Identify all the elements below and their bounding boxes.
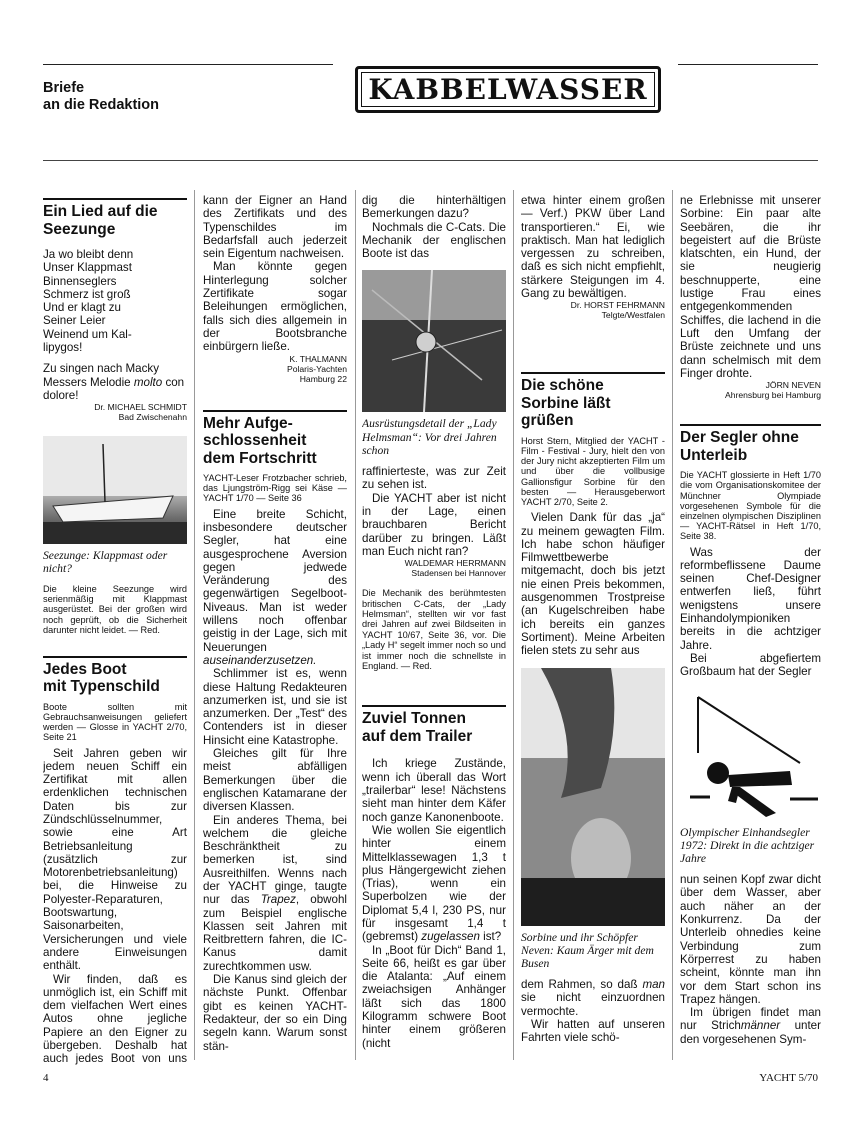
figurehead-illustration	[521, 668, 665, 926]
poem-line: Und er klagt zu	[43, 301, 121, 315]
body-paragraph: nun seinen Kopf zwar dicht über dem Wasser, aber auch näher an der Konkurrenz. Da der Unterleib ohnedies keine Verbindung zum Körperrest zu haben scheint, könnte man ihn vor dem Start schon ins Trapez hängen.	[680, 873, 821, 1006]
body-paragraph: Wir hatten auf unseren Fahrten viele schö-	[521, 1018, 665, 1045]
column-divider	[194, 190, 195, 1060]
poem-line: Unser Klappmast	[43, 261, 132, 275]
text-run: con dolore!	[43, 375, 185, 402]
symbol-caption: Olympischer Einhandsegler 1972: Direkt in die achtziger Jahre	[680, 825, 815, 865]
headline-line: auf dem Trailer	[362, 727, 473, 745]
signature	[680, 380, 821, 400]
text-run: ist?	[479, 930, 502, 944]
body-paragraph: etwa hinter einem großen — Verf.) PKW über Land transportieren.“ Ei, wie praktisch. Man hat lediglich vergessen zu schreiben, daß es sich nicht empfiehlt, stärkere Steigungen im 4. Gang zu bewältigen.	[521, 194, 665, 301]
headline-line: dem Fortschritt	[203, 449, 317, 467]
photo-sorbine	[521, 668, 665, 926]
section-title	[43, 80, 159, 114]
headline-line: schlossenheit	[203, 432, 307, 450]
body-paragraph: Vielen Dank für das „ja“ zu meinem gewagten Film. Ich habe schon häufiger Filmwettbewerbe mitgemacht, doch bis jetzt nie einen Preis bekommen, ausgenommen Trostpreise (an Kugelschreiben habe ich bereits ein ganzes Sortiment). Meine Arbeiten fielen stets zu sehr aus	[521, 511, 665, 658]
signature	[43, 402, 187, 422]
signature-name: Dr. MICHAEL SCHMIDT	[94, 402, 187, 413]
text-run: Wie wollen Sie eigentlich hinter einem Mittelklassewagen 1,3 t plus Hängergewicht ziehen (Trias), wenn ein Superbolzen wie der Diplomat 5,4 l, 230 PS, nur für insgesamt 1,4 t (gebremst)	[362, 823, 506, 944]
body-paragraph: ne Erlebnisse mit unserer Sorbine: Ein paar alte Seebären, die ihr begeistert auf die Brüste klatschten, ein Hund, der sie neugierig beschnupperte, eine lustige Frau eines entgegenkommenden Schiffes, die lachend in die Luft den Umfang der Brüste zeichnete und uns dann schelmisch mit dem Finger drohte.	[680, 194, 821, 380]
poem-line: lipygos!	[43, 341, 83, 355]
headline-line: grüßen	[521, 412, 574, 430]
body-paragraph: In „Boot für Dich“ Band 1, Seite 66, heißt es gar über die Atalanta: „Auf einem zweiachsigen Anhänger läßt sich das 1800 Kilogramm schwere Boot hinter einem größeren (nicht	[362, 943, 506, 1050]
signature-place: Ahrensburg bei Hamburg	[724, 390, 821, 401]
body-paragraph: Gleiches gilt für Ihre meist abfälligen Bemerkungen über die englischen Katamarane der diversen Klassen.	[203, 747, 347, 814]
text-run: sie nicht einzuordnen vermochte.	[521, 991, 665, 1018]
photo-caption: Seezunge: Klappmast oder nicht?	[43, 549, 168, 576]
body-paragraph: Man könnte gegen Hinterlegung solcher Zertifikate sogar Beleihungen ermöglichen, falls sich dies allgemein in der Bootsbranche einbürgern ließe.	[203, 260, 347, 354]
text-run: , obwohl zum Beispiel englische Klassen seit Jahren mit Reitbrettern fahren, die IC-Kanus damit zurechtkommen usw.	[203, 893, 347, 973]
poem-line: Weinend um Kal-	[43, 327, 132, 341]
headline-line: Unterleib	[680, 446, 748, 464]
logo-frame	[361, 72, 655, 107]
kabbelwasser-logo	[355, 66, 661, 113]
body-paragraph: dig die hinterhältigen Bemerkungen dazu?	[362, 194, 506, 221]
headline-line: Der Segler ohne	[680, 429, 799, 447]
rigging-illustration	[362, 270, 506, 412]
body-paragraph	[203, 508, 347, 668]
issue-label: YACHT 5/70	[759, 1072, 818, 1084]
page-number: 4	[43, 1072, 49, 1084]
poem-line: Ja wo bleibt denn	[43, 248, 134, 261]
text-run-italic: männer	[740, 1019, 781, 1033]
poem-line: Binnenseglers	[43, 274, 117, 288]
text-run-italic: Trapez	[260, 893, 296, 907]
headline-jedes-boot	[43, 656, 187, 696]
headline-line: Sorbine läßt	[521, 394, 611, 412]
signature-place: Hamburg 22	[299, 373, 347, 384]
top-rule-right	[678, 64, 818, 65]
body-paragraph: kann der Eigner an Hand des Zertifikats und des Typenschildes im Bedarfsfall auch jederzeit sein Eigentum nachweisen.	[203, 194, 347, 261]
body-paragraph: raffinierteste, was zur Zeit zu sehen ist.	[362, 465, 506, 492]
poem	[43, 248, 187, 354]
body-paragraph: Seit Jahren geben wir jedem neuen Schiff ein Zertifikat mit allen erdenklichen technischen Daten bis zur Zündschlüsselnummer, sowie eine Art Betriebsanleitung (zusätzlich zur Motorenbetriebsanleitung) bei, die Hinweise zu Polyester-Reparaturen, Bootswartung, Saisonarbeiten, Versicherungen und viele andere Einweisungen enthält.	[43, 746, 187, 973]
signature	[362, 558, 506, 578]
text-run: Eine breite Schicht, insbesondere deutscher Segler, hat eine ausgesprochene Aversion gegen jedwede Veränderung des gegenwärtigen Segelboot-Niveaus. Man ist weder willens noch offenbar geistig in der Lage, sich mit Neuerungen	[203, 507, 347, 654]
body-paragraph	[362, 824, 506, 944]
lead-text: Horst Stern, Mitglied der YACHT - Film - Festival - Jury, hielt den von der Jury nicht akzeptierten Film um und über die vollbusige Gallionsfigur Sorbine für den besten — Herausgeberwort YACHT 2/70, Seite 2.	[521, 435, 665, 508]
body-paragraph: Nochmals die C-Cats. Die Mechanik der englischen Boote ist das	[362, 220, 506, 261]
signature-name: Dr. HORST FEHRMANN	[570, 300, 665, 311]
headline-line: Jedes Boot	[43, 660, 127, 678]
olympic-sailing-symbol	[680, 693, 821, 821]
signature-name: K. THALMANN	[289, 353, 347, 364]
poem-line: Seiner Leier	[43, 314, 106, 328]
text-run-italic: man	[642, 978, 665, 992]
signature-place: Bad Zwischenahn	[118, 412, 187, 423]
text-run: Zu singen nach Macky Messers Melodie	[43, 362, 159, 389]
headline-line: Seezunge	[43, 220, 116, 238]
signature-name: WALDEMAR HERRMANN	[404, 558, 506, 569]
body-paragraph: Wir finden, daß es unmöglich ist, ein Schiff mit dem vielfachen Wert eines Autos ohne jegliche Papiere an den Eigner zu übergeben. Deshalb hat auch jedes Boot von uns	[43, 972, 187, 1066]
column-3	[362, 194, 506, 1066]
section-title-line1: Briefe	[43, 80, 85, 96]
photo-caption: Sorbine und ihr Schöpfer Neven: Kaum Ärger mit dem Busen	[521, 930, 654, 970]
column-5	[680, 194, 821, 1066]
body-paragraph: Schlimmer ist es, wenn diese Haltung Redakteuren anzumerken ist, und sie ist anzumerken. Der „Test“ des Contenders ist in dieser Hinsicht eine Katastrophe.	[203, 667, 347, 747]
column-divider	[355, 190, 356, 1060]
signature-place: Telgte/Westfalen	[601, 310, 665, 321]
headline-line: Ein Lied auf die	[43, 203, 158, 220]
text-run: Ein anderes Thema, bei welchem die gleiche Beschränktheit zu bemerken ist, sind Ausreithilfen. Wenns nach der YACHT ginge, taugte nur das	[203, 813, 347, 907]
body-paragraph: Bei abgefiertem Großbaum hat der Segler	[680, 651, 821, 679]
lead-text: Die YACHT glossierte in Heft 1/70 die vom Organisationskomitee der Münchner Olympiade vorgesehenen Symbole für die einzelnen olympischen Disziplinen — YACHT-Rätsel in Heft 1/70, Seite 38.	[680, 470, 821, 542]
header-divider	[43, 160, 818, 161]
editor-note: Die kleine Seezunge wird serienmäßig mit Klappmast ausgerüstet. Bei der großen wird noch geprüft, ob die Sicherheit darunter nicht leidet. — Red.	[43, 583, 187, 636]
sailor-pictogram-icon	[680, 693, 821, 821]
signature-place: Stadensen bei Hannover	[411, 568, 506, 579]
photo-lady-helmsman	[362, 270, 506, 412]
text-run-italic: molto	[133, 375, 163, 389]
signature-name: JÖRN NEVEN	[765, 380, 821, 391]
headline-line: Die schöne	[521, 377, 604, 395]
body-paragraph: Ich kriege Zustände, wenn ich überall das Wort „trailerbar“ lese! Nächstens sieht man hinter dem Käfer noch ganze Kanonenboote.	[362, 757, 506, 824]
body-paragraph: Was der reformbeflissene Daume seinen Chef-Designer entwerfen ließ, führt wenigstens unsere Einhandolympioniken bereits in die achtziger Jahre.	[680, 545, 821, 652]
lead-text: Boote sollten mit Gebrauchsanweisungen geliefert werden — Glosse in YACHT 2/70, Seite 21	[43, 701, 187, 743]
headline-line: mit Typenschild	[43, 678, 160, 696]
column-2	[203, 194, 347, 1066]
column-divider	[672, 190, 673, 1060]
headline-segler-ohne-unterleib	[680, 424, 821, 464]
text-run: Im übrigen findet man nur Strich	[680, 1006, 821, 1033]
body-paragraph	[521, 978, 665, 1018]
headline-lied	[43, 198, 187, 238]
headline-aufgeschlossenheit	[203, 410, 347, 468]
text-run: dem Rahmen, so daß	[521, 978, 643, 992]
column-divider	[513, 190, 514, 1060]
headline-sorbine	[521, 372, 665, 430]
body-paragraph: Die Kanus sind gleich der nächste Punkt. Offenbar gibt es keinen YACHT-Redakteur, der so ein Ding segeln kann. Warum sonst stän-	[203, 973, 347, 1053]
poem-note	[43, 362, 187, 402]
body-paragraph	[680, 1006, 821, 1046]
lead-text: YACHT-Leser Frotzbacher schrieb, das Ljungström-Rigg sei Käse — YACHT 1/70 — Seite 36	[203, 473, 347, 504]
column-1	[43, 198, 187, 1066]
headline-line: Mehr Aufge-	[203, 414, 293, 432]
photo-seezunge	[43, 436, 187, 544]
headline-zuviel-tonnen	[362, 705, 506, 745]
photo-caption: Ausrüstungsdetail der „Lady Helmsman“: Vor drei Jahren schon	[362, 417, 497, 457]
boat-illustration	[43, 436, 187, 544]
column-4	[521, 194, 665, 1066]
top-rule-left	[43, 64, 333, 65]
section-title-line2: an die Redaktion	[43, 97, 160, 113]
signature-org: Polaris-Yachten	[286, 363, 347, 374]
signature	[203, 354, 347, 384]
text-run-italic: zugelassen	[421, 930, 480, 944]
signature	[521, 300, 665, 320]
headline-line: Zuviel Tonnen	[362, 710, 466, 728]
text-run-italic: auseinanderzusetzen.	[203, 653, 317, 667]
body-paragraph	[203, 814, 347, 974]
body-paragraph: Die YACHT aber ist nicht in der Lage, einen brauchbaren Bericht darüber zu bringen. Läßt man Euch nicht ran?	[362, 491, 506, 558]
poem-line: Schmerz ist groß	[43, 287, 131, 301]
editor-note: Die Mechanik des berühmtesten britischen C-Cats, der „Lady Helmsman“, stellten wir vor fast drei Jahren auf zwei Bildseiten in YACHT 10/67, Seite 36, vor. Die „Lady H“ segelt immer noch so und ist immer noch die schnellste in England. — Red.	[362, 588, 506, 672]
text-run: unter den vorgesehenen Sym-	[680, 1019, 821, 1046]
logo-text: KABBELWASSER	[368, 73, 648, 106]
